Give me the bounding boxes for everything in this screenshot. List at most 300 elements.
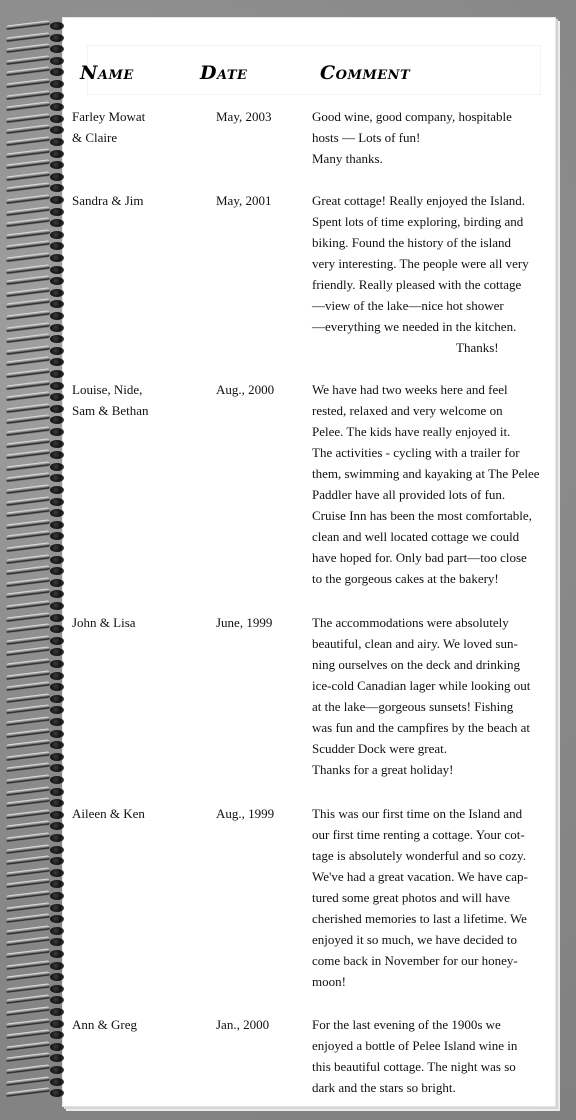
binding-hole (50, 254, 64, 262)
coil-wire (6, 624, 50, 634)
coil-wire (6, 531, 50, 541)
entry-comment-line: our first time renting a cottage. Your cot- (312, 827, 525, 842)
coil-wire (6, 1053, 50, 1063)
column-header (80, 46, 540, 94)
binding-hole (50, 567, 64, 575)
coil-wire (6, 473, 50, 483)
binding-hole (50, 428, 64, 436)
binding-hole (50, 730, 64, 738)
coil-wire (6, 136, 50, 146)
coil-wire (6, 716, 50, 726)
binding-coil (4, 776, 68, 784)
entry-comment-line: tage is absolutely wonderful and so cozy. (312, 848, 526, 863)
binding-coil (4, 242, 68, 250)
coil-wire (6, 1006, 50, 1016)
entry-comment-line: ice-cold Canadian lager while looking out (312, 678, 531, 693)
binding-hole (50, 300, 64, 308)
binding-hole (50, 80, 64, 88)
coil-wire (6, 914, 50, 924)
binding-hole (50, 579, 64, 587)
entry-comment-line: cherished memories to last a lifetime. We (312, 911, 527, 926)
entry-comment-line: —everything we needed in the kitchen. (312, 319, 517, 334)
binding-coil (4, 451, 68, 459)
binding-coil (4, 80, 68, 88)
binding-coil (4, 846, 68, 854)
binding-hole (50, 277, 64, 285)
column-header-date: Date (200, 62, 248, 84)
coil-wire (6, 635, 50, 645)
binding-hole (50, 973, 64, 981)
binding-hole (50, 1043, 64, 1051)
coil-wire (6, 670, 50, 680)
coil-wire (6, 345, 50, 355)
binding-hole (50, 753, 64, 761)
coil-wire (6, 426, 50, 436)
binding-coil (4, 904, 68, 912)
binding-hole (50, 370, 64, 378)
coil-wire (6, 450, 50, 460)
entry-name (72, 379, 202, 421)
binding-hole (50, 393, 64, 401)
binding-hole (50, 904, 64, 912)
binding-coil (4, 1031, 68, 1039)
entry-comment-line: Scudder Dock were great. (312, 741, 447, 756)
binding-hole (50, 405, 64, 413)
binding-hole (50, 996, 64, 1004)
binding-hole (50, 266, 64, 274)
binding-coil (4, 938, 68, 946)
binding-hole (50, 915, 64, 923)
entry-comment-line: them, swimming and kayaking at The Pelee (312, 466, 540, 481)
entry-comment-line: Many thanks. (312, 151, 383, 166)
coil-wire (6, 948, 50, 958)
coil-wire (6, 821, 50, 831)
binding-coil (4, 648, 68, 656)
binding-coil (4, 138, 68, 146)
binding-coil (4, 1008, 68, 1016)
binding-hole (50, 962, 64, 970)
binding-hole (50, 289, 64, 297)
coil-wire (6, 972, 50, 982)
binding-hole (50, 660, 64, 668)
binding-hole (50, 950, 64, 958)
entry-comment-line: Pelee. The kids have really enjoyed it. (312, 424, 511, 439)
coil-wire (6, 1041, 50, 1051)
binding-hole (50, 1089, 64, 1097)
binding-hole (50, 463, 64, 471)
binding-coil (4, 834, 68, 842)
coil-wire (6, 612, 50, 622)
binding-hole (50, 57, 64, 65)
coil-wire (6, 705, 50, 715)
entry-comment-line: this beautiful cottage. The night was so (312, 1059, 516, 1074)
coil-wire (6, 484, 50, 494)
coil-wire (6, 496, 50, 506)
entry-comment-line: We've had a great vacation. We have cap- (312, 869, 528, 884)
binding-coil (4, 324, 68, 332)
binding-hole (50, 208, 64, 216)
entry-comment (312, 190, 552, 358)
binding-coil (4, 57, 68, 65)
coil-wire (6, 740, 50, 750)
binding-hole (50, 927, 64, 935)
coil-wire (6, 461, 50, 471)
coil-wire (6, 218, 50, 228)
binding-coil (4, 440, 68, 448)
coil-wire (6, 786, 50, 796)
binding-coil (4, 34, 68, 42)
coil-wire (6, 763, 50, 773)
binding-hole (50, 451, 64, 459)
binding-coil (4, 927, 68, 935)
binding-hole (50, 799, 64, 807)
binding-hole (50, 382, 64, 390)
binding-hole (50, 347, 64, 355)
entry-comment-line: Great cottage! Really enjoyed the Island. (312, 193, 525, 208)
coil-wire (6, 682, 50, 692)
entry-comment-line: moon! (312, 974, 346, 989)
coil-wire (6, 1030, 50, 1040)
binding-coil (4, 254, 68, 262)
coil-wire (6, 322, 50, 332)
entry-comment-line: have hoped for. Only bad part—too close (312, 550, 527, 565)
coil-wire (6, 589, 50, 599)
binding-hole (50, 1078, 64, 1086)
binding-coil (4, 672, 68, 680)
binding-coil (4, 358, 68, 366)
entry-comment-line: Thanks for a great holiday! (312, 762, 454, 777)
binding-coil (4, 915, 68, 923)
binding-coil (4, 892, 68, 900)
binding-hole (50, 532, 64, 540)
entry-name-line: Aileen & Ken (72, 806, 145, 821)
binding-coil (4, 126, 68, 134)
binding-hole (50, 150, 64, 158)
coil-wire (6, 415, 50, 425)
coil-wire (6, 125, 50, 135)
entry-name-line: Sam & Bethan (72, 403, 149, 418)
binding-coil (4, 811, 68, 819)
coil-wire (6, 1018, 50, 1028)
coil-wire (6, 983, 50, 993)
binding-hole (50, 1020, 64, 1028)
entry-name-line: & Claire (72, 130, 118, 145)
binding-coil (4, 996, 68, 1004)
binding-hole (50, 788, 64, 796)
coil-wire (6, 229, 50, 239)
binding-hole (50, 521, 64, 529)
binding-hole (50, 706, 64, 714)
binding-hole (50, 219, 64, 227)
binding-hole (50, 869, 64, 877)
binding-coil (4, 115, 68, 123)
binding-coil (4, 150, 68, 158)
coil-wire (6, 856, 50, 866)
entry-comment (312, 612, 552, 780)
coil-wire (6, 276, 50, 286)
binding-coil (4, 92, 68, 100)
binding-coil (4, 637, 68, 645)
binding-hole (50, 590, 64, 598)
binding-hole (50, 695, 64, 703)
binding-hole (50, 880, 64, 888)
binding-hole (50, 34, 64, 42)
binding-coil (4, 718, 68, 726)
entry-comment-line: was fun and the campfires by the beach at (312, 720, 531, 735)
coil-wire (6, 902, 50, 912)
binding-coil (4, 556, 68, 564)
binding-coil (4, 532, 68, 540)
binding-coil (4, 660, 68, 668)
entry-comment-line: very interesting. The people were all very (312, 256, 529, 271)
binding-hole (50, 242, 64, 250)
coil-wire (6, 32, 50, 42)
binding-hole (50, 857, 64, 865)
entry-comment-line: come back in November for our honey- (312, 953, 518, 968)
binding-hole (50, 811, 64, 819)
binding-hole (50, 161, 64, 169)
binding-hole (50, 1066, 64, 1074)
binding-hole (50, 474, 64, 482)
binding-coil (4, 68, 68, 76)
binding-hole (50, 637, 64, 645)
binding-hole (50, 544, 64, 552)
coil-wire (6, 403, 50, 413)
binding-coil (4, 312, 68, 320)
entry-comment-line: enjoyed it so much, we have decided to (312, 932, 518, 947)
binding-hole (50, 498, 64, 506)
binding-coil (4, 428, 68, 436)
binding-hole (50, 22, 64, 30)
entry-comment-line: at the lake—gorgeous sunsets! Fishing (312, 699, 514, 714)
binding-hole (50, 196, 64, 204)
coil-wire (6, 310, 50, 320)
coil-wire (6, 357, 50, 367)
binding-coil (4, 486, 68, 494)
binding-hole (50, 416, 64, 424)
coil-wire (6, 995, 50, 1005)
entry-comment-line: We have had two weeks here and feel (312, 382, 508, 397)
coil-wire (6, 44, 50, 54)
coil-wire (6, 658, 50, 668)
binding-hole (50, 335, 64, 343)
binding-hole (50, 648, 64, 656)
coil-wire (6, 171, 50, 181)
entry-comment (312, 803, 552, 992)
entry-comment-line: rested, relaxed and very welcome on (312, 403, 503, 418)
binding-hole (50, 602, 64, 610)
entry-comment-line: to the gorgeous cakes at the bakery! (312, 571, 499, 586)
binding-hole (50, 486, 64, 494)
binding-hole (50, 556, 64, 564)
entry-name-line: John & Lisa (72, 615, 136, 630)
coil-wire (6, 925, 50, 935)
binding-hole (50, 138, 64, 146)
binding-coil (4, 695, 68, 703)
entry-comment (312, 379, 552, 589)
coil-wire (6, 113, 50, 123)
binding-coil (4, 857, 68, 865)
binding-hole (50, 509, 64, 517)
binding-coil (4, 231, 68, 239)
coil-wire (6, 183, 50, 193)
coil-wire (6, 554, 50, 564)
coil-wire (6, 542, 50, 552)
entry-name-line: Louise, Nide, (72, 382, 143, 397)
coil-wire (6, 334, 50, 344)
binding-coil (4, 973, 68, 981)
binding-hole (50, 312, 64, 320)
binding-hole (50, 741, 64, 749)
entry-date: June, 1999 (216, 615, 273, 630)
binding-hole (50, 68, 64, 76)
binding-coil (4, 764, 68, 772)
binding-hole (50, 834, 64, 842)
entry-date: Jan., 2000 (216, 1017, 270, 1032)
entry-comment-line: beautiful, clean and airy. We loved sun- (312, 636, 518, 651)
binding-hole (50, 115, 64, 123)
binding-coil (4, 1089, 68, 1097)
binding-coil (4, 161, 68, 169)
coil-wire (6, 206, 50, 216)
binding-coil (4, 22, 68, 30)
binding-hole (50, 892, 64, 900)
binding-coil (4, 498, 68, 506)
coil-wire (6, 1088, 50, 1098)
entry-comment (312, 106, 552, 169)
binding-coil (4, 300, 68, 308)
binding-coil (4, 880, 68, 888)
coil-wire (6, 252, 50, 262)
binding-coil (4, 822, 68, 830)
coil-wire (6, 368, 50, 378)
binding-coil (4, 335, 68, 343)
coil-wire (6, 508, 50, 518)
entry-comment-line: ning ourselves on the deck and drinking (312, 657, 520, 672)
coil-wire (6, 519, 50, 529)
binding-coil (4, 683, 68, 691)
entry-name (72, 803, 202, 824)
binding-coil (4, 289, 68, 297)
binding-hole (50, 92, 64, 100)
binding-hole (50, 764, 64, 772)
entry-comment-line: enjoyed a bottle of Pelee Island wine in (312, 1038, 518, 1053)
entry-comment-line: Thanks! (456, 340, 499, 355)
binding-coil (4, 1078, 68, 1086)
binding-coil (4, 370, 68, 378)
binding-hole (50, 938, 64, 946)
binding-coil (4, 1066, 68, 1074)
coil-wire (6, 90, 50, 100)
coil-wire (6, 798, 50, 808)
binding-coil (4, 405, 68, 413)
coil-wire (6, 160, 50, 170)
binding-coil (4, 1020, 68, 1028)
binding-coil (4, 463, 68, 471)
entry-name (72, 612, 202, 633)
entry-date: Aug., 1999 (216, 806, 275, 821)
binding-coil (4, 799, 68, 807)
binding-coil (4, 590, 68, 598)
binding-hole (50, 103, 64, 111)
coil-wire (6, 438, 50, 448)
coil-wire (6, 960, 50, 970)
binding-hole (50, 1054, 64, 1062)
binding-hole (50, 231, 64, 239)
entry-comment-line: —view of the lake—nice hot shower (312, 298, 504, 313)
entry-comment-line: friendly. Really pleased with the cottage (312, 277, 522, 292)
binding-coil (4, 625, 68, 633)
binding-coil (4, 184, 68, 192)
coil-wire (6, 647, 50, 657)
binding-hole (50, 718, 64, 726)
binding-coil (4, 416, 68, 424)
coil-wire (6, 78, 50, 88)
binding-coil (4, 741, 68, 749)
binding-coil (4, 474, 68, 482)
entry-date: Aug., 2000 (216, 382, 275, 397)
binding-coil (4, 382, 68, 390)
coil-wire (6, 194, 50, 204)
binding-coil (4, 950, 68, 958)
coil-wire (6, 392, 50, 402)
binding-coil (4, 103, 68, 111)
entry-comment-line: The activities - cycling with a trailer for (312, 445, 520, 460)
binding-coil (4, 962, 68, 970)
binding-coil (4, 509, 68, 517)
binding-coil (4, 45, 68, 53)
coil-wire (6, 102, 50, 112)
binding-coil (4, 753, 68, 761)
entry-date: May, 2001 (216, 193, 272, 208)
binding-coil (4, 985, 68, 993)
coil-wire (6, 55, 50, 65)
coil-wire (6, 148, 50, 158)
entry-comment-line: This was our first time on the Island and (312, 806, 523, 821)
binding-hole (50, 1031, 64, 1039)
coil-wire (6, 774, 50, 784)
binding-hole (50, 184, 64, 192)
binding-coil (4, 208, 68, 216)
coil-wire (6, 264, 50, 274)
binding-coil (4, 219, 68, 227)
binding-coil (4, 730, 68, 738)
entry-comment-line: tured some great photos and will have (312, 890, 510, 905)
binding-coil (4, 393, 68, 401)
entry-comment-line: hosts — Lots of fun! (312, 130, 421, 145)
coil-wire (6, 566, 50, 576)
spiral-binding (4, 22, 70, 1100)
coil-wire (6, 879, 50, 889)
entry-comment-line: dark and the stars so bright. (312, 1080, 456, 1095)
binding-coil (4, 579, 68, 587)
entry-name (72, 190, 202, 211)
entry-comment (312, 1014, 552, 1098)
binding-hole (50, 985, 64, 993)
binding-coil (4, 1043, 68, 1051)
binding-coil (4, 788, 68, 796)
coil-wire (6, 1076, 50, 1086)
coil-wire (6, 20, 50, 30)
binding-coil (4, 521, 68, 529)
binding-hole (50, 846, 64, 854)
entry-name-line: Ann & Greg (72, 1017, 137, 1032)
entry-name-line: Sandra & Jim (72, 193, 144, 208)
binding-coil (4, 567, 68, 575)
binding-coil (4, 869, 68, 877)
entry-name (72, 1014, 202, 1035)
entry-comment-line: For the last evening of the 1900s we (312, 1017, 501, 1032)
